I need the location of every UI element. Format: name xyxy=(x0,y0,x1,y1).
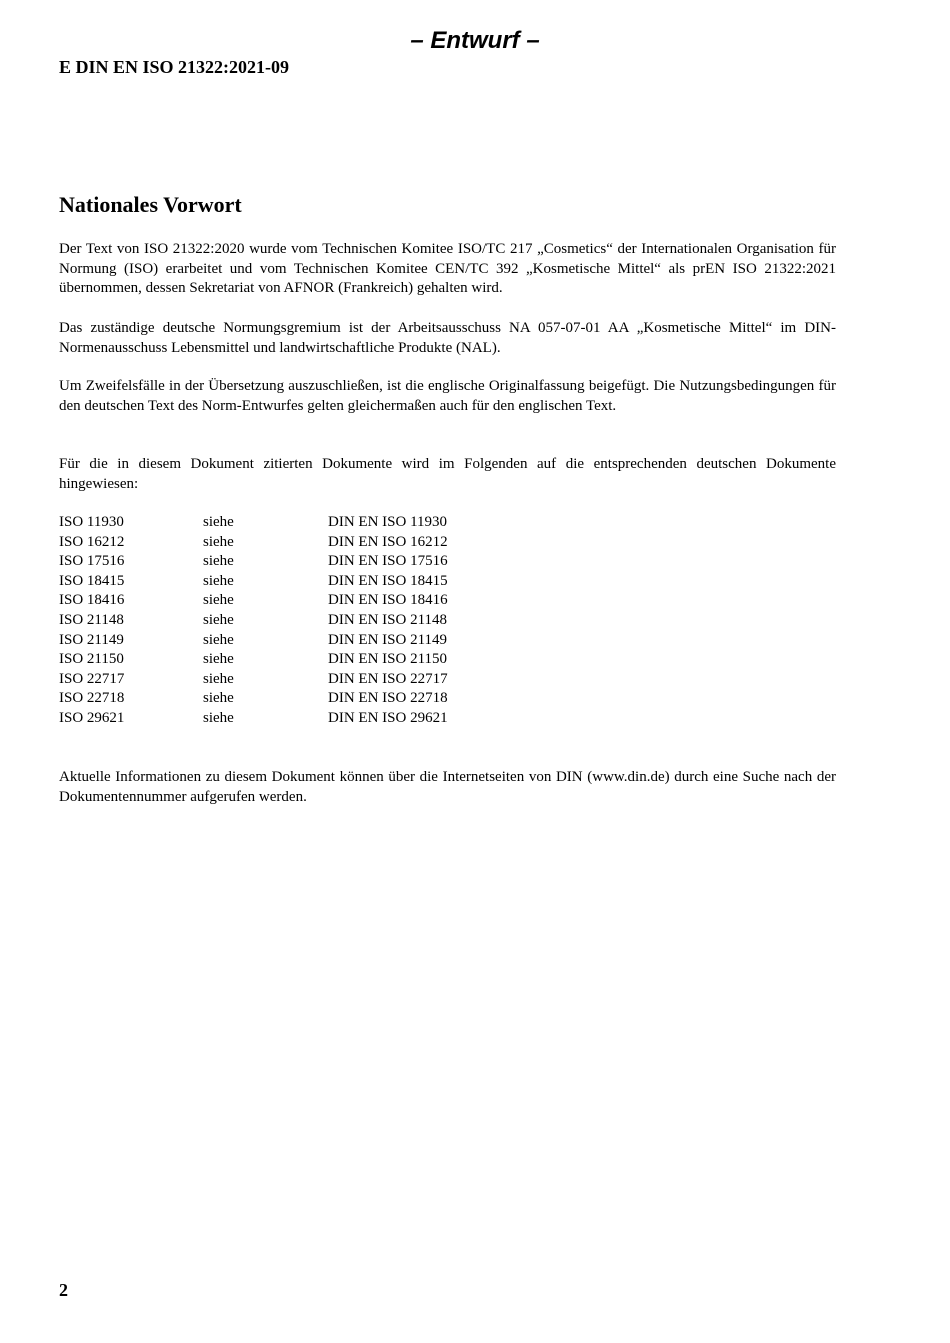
paragraph-origin: Der Text von ISO 21322:2020 wurde vom Technischen Komitee ISO/TC 217 „Cosmetics“ der Internationalen Organisation für Normung (ISO) erarbeitet und vom Technischen Komitee CEN/TC 392 „Kosmetische Mittel“ als prEN ISO 21322:2021 übernommen, dessen Sekretariat von AFNOR (Frankreich) gehalten wird. xyxy=(59,241,836,297)
reference-see: siehe xyxy=(203,533,234,550)
reference-iso: ISO 21150 xyxy=(59,651,124,668)
reference-see: siehe xyxy=(203,670,234,687)
reference-iso: ISO 18415 xyxy=(59,572,125,589)
reference-din: DIN EN ISO 11930 xyxy=(328,514,448,530)
reference-din: DIN EN ISO 18415 xyxy=(328,572,448,589)
paragraph-translation: Um Zweifelsfälle in der Übersetzung auszuschließen, ist die englische Originalfassung beigefügt. Die Nutzungsbedingungen für den deutschen Text des Norm-Entwurfes gelten gleichermaßen auch für den englischen Text. xyxy=(59,378,836,414)
reference-iso: ISO 22717 xyxy=(59,670,125,687)
reference-iso: ISO 21148 xyxy=(59,611,124,628)
page-number: 2 xyxy=(59,1280,68,1300)
paragraph-references-intro: Für die in diesem Dokument zitierten Dokumente wird im Folgenden auf die entsprechenden deutschen Dokumente hingewiesen: xyxy=(59,456,836,492)
reference-din: DIN EN ISO 22717 xyxy=(328,670,448,687)
reference-din: DIN EN ISO 21148 xyxy=(328,611,448,628)
section-title: Nationales Vorwort xyxy=(59,192,242,217)
reference-row xyxy=(59,552,448,572)
reference-row xyxy=(59,709,448,729)
reference-row xyxy=(59,513,448,533)
reference-row xyxy=(59,631,448,651)
reference-iso: ISO 18416 xyxy=(59,592,125,609)
paragraph-committee: Das zuständige deutsche Normungsgremium ist der Arbeitsausschuss NA 057-07-01 AA „Kosmetische Mittel“ im DIN-Normenausschuss Lebensmittel und landwirtschaftliche Produkte (NAL). xyxy=(59,320,836,356)
reference-din: DIN EN ISO 17516 xyxy=(328,553,448,570)
reference-see: siehe xyxy=(203,592,234,609)
reference-row xyxy=(59,689,448,709)
reference-din: DIN EN ISO 29621 xyxy=(328,709,448,726)
reference-iso: ISO 11930 xyxy=(59,514,124,530)
reference-see: siehe xyxy=(203,709,234,726)
reference-see: siehe xyxy=(203,553,234,570)
reference-iso: ISO 29621 xyxy=(59,709,125,726)
reference-din: DIN EN ISO 21149 xyxy=(328,631,448,648)
document-id: E DIN EN ISO 21322:2021-09 xyxy=(59,57,290,77)
reference-table xyxy=(59,513,448,729)
reference-din: DIN EN ISO 16212 xyxy=(328,533,448,550)
reference-din: DIN EN ISO 21150 xyxy=(328,651,448,668)
reference-row xyxy=(59,650,448,670)
reference-iso: ISO 22718 xyxy=(59,690,125,707)
reference-din: DIN EN ISO 22718 xyxy=(328,690,448,707)
reference-row xyxy=(59,572,448,592)
reference-see: siehe xyxy=(203,572,234,589)
reference-row xyxy=(59,670,448,690)
reference-iso: ISO 21149 xyxy=(59,631,124,648)
reference-iso: ISO 17516 xyxy=(59,553,125,570)
reference-row xyxy=(59,591,448,611)
reference-row xyxy=(59,611,448,631)
reference-see: siehe xyxy=(203,651,234,668)
reference-table-body xyxy=(59,513,448,729)
draft-label: – Entwurf – xyxy=(410,27,540,54)
reference-row xyxy=(59,533,448,553)
reference-see: siehe xyxy=(203,611,234,628)
reference-iso: ISO 16212 xyxy=(59,533,125,550)
reference-see: siehe xyxy=(203,514,234,530)
reference-din: DIN EN ISO 18416 xyxy=(328,592,448,609)
reference-see: siehe xyxy=(203,631,234,648)
paragraph-current-info: Aktuelle Informationen zu diesem Dokument können über die Internetseiten von DIN (www.din.de) durch eine Suche nach der Dokumentennummer aufgerufen werden. xyxy=(59,769,836,805)
reference-see: siehe xyxy=(203,690,234,707)
